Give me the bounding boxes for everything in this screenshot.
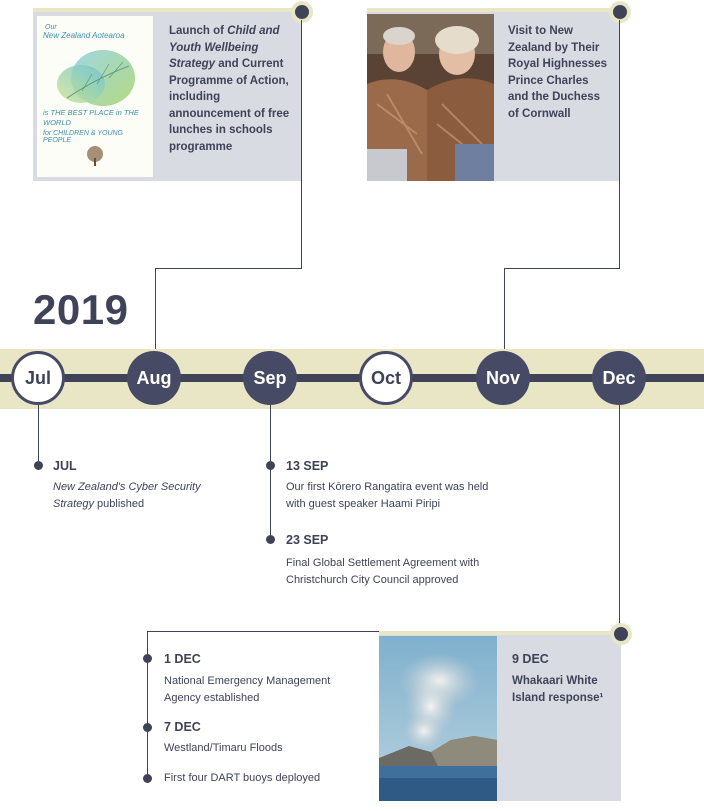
white-island-illustration bbox=[379, 636, 497, 801]
cover-line-2: New Zealand Aotearoa bbox=[43, 31, 125, 40]
sep13-event-desc: Our first Kōrero Rangatira event was held with guest speaker Haami Piripi bbox=[286, 481, 489, 510]
aug-connector-vertical bbox=[301, 20, 302, 269]
month-label-oct: Oct bbox=[370, 367, 401, 388]
dec-card-top-bar bbox=[379, 631, 621, 635]
nov-card-text: Visit to New Zealand by Their Royal Highnesses Prince Charles and the Duchess of Cornwall bbox=[508, 25, 608, 120]
dec-events-connector-horizontal bbox=[147, 631, 379, 632]
jul-event-connector bbox=[38, 405, 39, 463]
month-node-oct bbox=[359, 351, 413, 405]
dec7-event-dot bbox=[143, 723, 152, 732]
dec7-event-date: 7 DEC bbox=[164, 720, 201, 734]
jul-event-desc: New Zealand's Cyber Security Strategy published bbox=[53, 481, 201, 510]
white-island-photo bbox=[379, 636, 497, 801]
dec-connector-vertical bbox=[619, 405, 620, 631]
sep13-event-date: 13 SEP bbox=[286, 459, 329, 473]
year-heading: 2019 bbox=[33, 286, 129, 333]
aug-card-connector-node bbox=[291, 1, 313, 23]
nov-connector-drop bbox=[504, 268, 505, 352]
month-label-nov: Nov bbox=[485, 367, 520, 388]
dec9-card-text: Whakaari White Island response¹ bbox=[512, 675, 604, 704]
month-label-jul: Jul bbox=[24, 367, 51, 388]
month-node-jul bbox=[11, 351, 65, 405]
month-node-nov bbox=[476, 351, 530, 405]
dart-event-desc: First four DART buoys deployed bbox=[164, 772, 321, 784]
jul-event-dot bbox=[34, 461, 43, 470]
dec7-event-desc: Westland/Timaru Floods bbox=[164, 742, 283, 754]
aug-card-text: Launch of Child and Youth Wellbeing Strategy and Current Programme of Action, including announcement of free lunches in schools programme bbox=[169, 25, 290, 153]
royal-visit-photo bbox=[367, 14, 494, 181]
leaf-illustration bbox=[37, 16, 153, 177]
month-label-sep: Sep bbox=[253, 367, 287, 388]
month-label-aug: Aug bbox=[136, 367, 172, 388]
nov-card-connector-node bbox=[609, 1, 631, 23]
dec9-card-date: 9 DEC bbox=[512, 652, 549, 666]
month-node-dec bbox=[592, 351, 646, 405]
dec1-event-date: 1 DEC bbox=[164, 652, 201, 666]
dec1-event-desc: National Emergency Management Agency established bbox=[164, 675, 331, 704]
month-node-sep bbox=[243, 351, 297, 405]
dart-event-dot bbox=[143, 774, 152, 783]
month-node-aug bbox=[127, 351, 181, 405]
cover-line-1: Our bbox=[45, 24, 57, 31]
cover-line-3: is THE BEST PLACE in THE WORLD bbox=[43, 108, 139, 127]
month-label-dec: Dec bbox=[602, 367, 636, 388]
strategy-cover-image bbox=[37, 16, 153, 177]
aug-connector-drop bbox=[155, 268, 156, 352]
nov-connector-horizontal bbox=[504, 268, 620, 269]
sep23-event-dot bbox=[266, 535, 275, 544]
royal-visit-illustration bbox=[367, 14, 494, 181]
nov-connector-vertical bbox=[619, 20, 620, 269]
sep23-event-desc: Final Global Settlement Agreement with Christchurch City Council approved bbox=[286, 557, 480, 586]
sep13-event-dot bbox=[266, 461, 275, 470]
sep23-event-date: 23 SEP bbox=[286, 533, 329, 547]
aug-card-top-bar bbox=[33, 8, 301, 12]
nov-card-top-bar bbox=[367, 8, 619, 12]
aug-connector-horizontal bbox=[155, 268, 302, 269]
dec-card-connector-node bbox=[610, 623, 632, 645]
sep-event-connector bbox=[270, 405, 271, 539]
jul-event-date: JUL bbox=[53, 459, 77, 473]
dec1-event-dot bbox=[143, 654, 152, 663]
cover-line-4: for CHILDREN & YOUNG PEOPLE bbox=[43, 130, 123, 144]
